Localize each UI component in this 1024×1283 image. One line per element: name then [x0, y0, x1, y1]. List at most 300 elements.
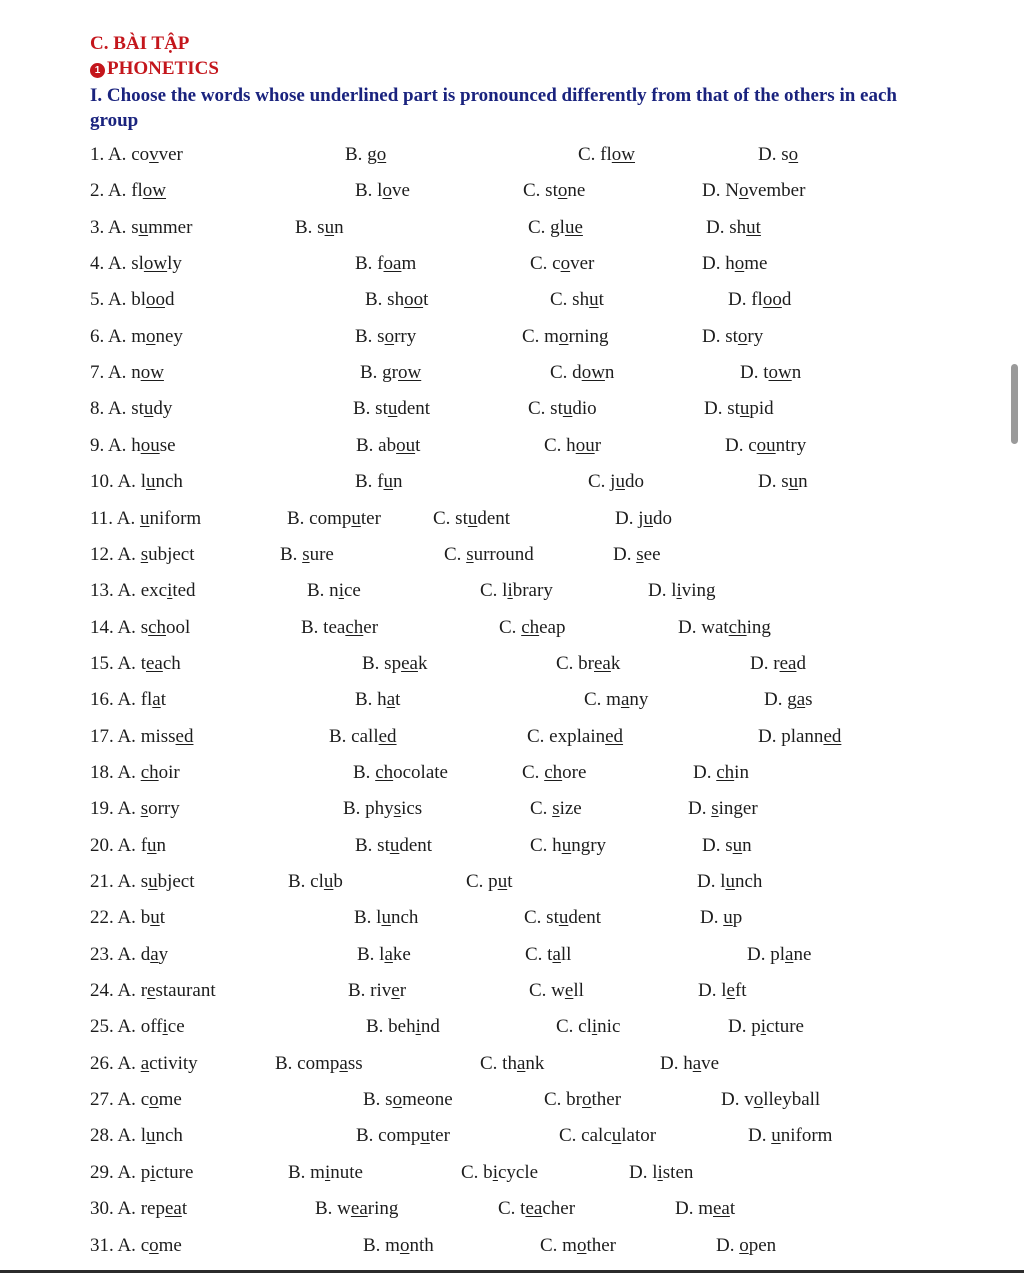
option-text: ny [629, 689, 649, 711]
option-text: t [159, 907, 165, 929]
underlined-sound: i [167, 580, 173, 602]
underlined-sound: oa [383, 253, 402, 275]
option-text: D. m [675, 1198, 713, 1220]
option-text: y [158, 943, 169, 965]
underlined-sound: u [723, 907, 733, 929]
option-b [329, 724, 397, 750]
option-text: B. beh [366, 1016, 416, 1038]
option-b [348, 978, 406, 1004]
underlined-sound: oo [762, 289, 782, 311]
underlined-sound: a [150, 943, 159, 965]
underlined-sound: ed [605, 725, 624, 747]
question-number: 19. A. [90, 798, 136, 820]
underlined-sound: o [738, 180, 749, 202]
option-text: ve [391, 180, 410, 202]
option-a [90, 905, 165, 931]
underlined-sound: i [162, 1016, 168, 1038]
option-d [698, 978, 747, 1004]
underlined-sound: u [138, 216, 149, 238]
option-text: D. wat [678, 616, 729, 638]
underlined-sound: i [415, 1016, 421, 1038]
option-a [90, 433, 176, 459]
underlined-sound: u [389, 834, 400, 856]
option-text: dio [572, 398, 597, 420]
underlined-sound: a [620, 689, 630, 711]
option-d [697, 869, 762, 895]
underlined-sound: s [393, 798, 402, 820]
underlined-sound: s [302, 543, 310, 565]
option-text: ter [429, 1125, 450, 1147]
question-row [0, 1087, 1024, 1117]
option-text: fl [140, 689, 153, 711]
question-number: 17. A. [90, 725, 136, 747]
option-c [530, 833, 606, 859]
option-text: ly [167, 253, 182, 275]
option-text: D. r [750, 652, 780, 674]
option-text: D. st [704, 398, 740, 420]
option-text: m [401, 253, 417, 275]
option-d [764, 687, 813, 713]
option-text: B. call [329, 725, 379, 747]
underlined-sound: u [467, 507, 478, 529]
underlined-sound: s [140, 543, 149, 565]
option-text: ry [747, 325, 764, 347]
option-text: s [131, 216, 139, 238]
underlined-sound: i [507, 580, 513, 602]
option-text: fl [131, 180, 143, 202]
option-text: D. sh [706, 216, 747, 238]
numbered-bullet-icon: 1 [90, 63, 105, 78]
question-number: 16. A. [90, 689, 136, 711]
option-c [550, 287, 604, 313]
option-c [444, 542, 534, 568]
option-text: B. tea [301, 616, 346, 638]
option-text: l [140, 471, 146, 493]
option-text: do [653, 507, 672, 529]
underlined-sound: a [384, 943, 393, 965]
underlined-sound: e [726, 980, 735, 1002]
underlined-sound: o [582, 1089, 592, 1111]
question-row [0, 287, 1024, 317]
option-text: mmer [148, 216, 193, 238]
underlined-sound: ou [756, 434, 776, 456]
option-b [356, 433, 420, 459]
question-row [0, 360, 1024, 390]
underlined-sound: o [788, 144, 799, 165]
option-text: C. w [529, 980, 565, 1002]
option-text: p [732, 907, 743, 929]
option-text: do [624, 471, 644, 493]
option-a [90, 251, 182, 277]
option-text: c [140, 1089, 150, 1111]
question-number: 18. A. [90, 761, 136, 783]
option-b [354, 905, 418, 931]
underlined-sound: ch [345, 616, 364, 638]
option-text: ther [586, 1234, 616, 1256]
underlined-sound: i [492, 1161, 498, 1183]
option-c [498, 1196, 575, 1222]
option-c [588, 469, 644, 495]
option-text: B. s [355, 325, 385, 347]
underlined-sound: ea [525, 1198, 543, 1220]
underlined-sound: u [324, 216, 335, 238]
underlined-sound: i [150, 1161, 156, 1183]
underlined-sound: oo [145, 289, 165, 311]
underlined-sound: e [564, 980, 574, 1002]
option-text: B. cl [288, 871, 324, 892]
option-text: staurant [155, 980, 216, 1002]
underlined-sound: o [576, 1234, 587, 1256]
option-text: D. l [698, 980, 727, 1002]
underlined-sound: e [147, 980, 156, 1002]
option-a [90, 724, 193, 750]
option-text: C. l [480, 580, 508, 602]
option-a [90, 142, 183, 168]
question-row [0, 396, 1024, 426]
question-row [0, 542, 1024, 572]
question-number: 28. A. [90, 1125, 136, 1147]
option-text: B. m [363, 1234, 400, 1256]
option-text: B. m [288, 1161, 325, 1183]
option-text: B. riv [348, 980, 392, 1002]
underlined-sound: o [149, 1234, 159, 1256]
question-number: 5. A. [90, 289, 127, 311]
option-text: rning [568, 325, 609, 347]
option-text: nic [597, 1016, 621, 1038]
option-a [90, 396, 172, 422]
option-b [280, 542, 334, 568]
option-text: C. st [528, 398, 563, 420]
underlined-sound: o [753, 1089, 764, 1111]
option-text: niform [149, 507, 202, 529]
option-text: B. st [353, 398, 388, 420]
option-text: t [395, 689, 401, 711]
option-text: ool [166, 616, 191, 638]
option-text: D. l [629, 1161, 658, 1183]
underlined-sound: a [516, 1052, 526, 1074]
option-c [529, 978, 584, 1004]
option-c [524, 905, 601, 931]
option-text: B. ab [356, 434, 397, 456]
option-text: me [744, 253, 768, 275]
option-a [90, 833, 166, 859]
option-text: exc [140, 580, 168, 602]
option-a [90, 324, 183, 350]
underlined-sound: ou [140, 434, 160, 456]
question-row [0, 506, 1024, 536]
option-text: ore [562, 761, 587, 783]
option-text: C. gl [528, 216, 565, 238]
option-text: t [160, 689, 167, 711]
option-text: d [781, 289, 792, 311]
option-text: ney [155, 325, 183, 347]
option-d [660, 1051, 719, 1077]
option-d [750, 651, 806, 677]
underlined-sound: a [140, 1052, 150, 1074]
option-b [353, 760, 448, 786]
option-text: k [610, 652, 621, 674]
option-text: D. st [702, 325, 738, 347]
option-text: oir [158, 761, 180, 783]
option-c [522, 760, 586, 786]
underlined-sound: ch [716, 761, 735, 783]
option-b [355, 324, 416, 350]
option-text: nch [390, 907, 419, 929]
scrollbar-thumb[interactable] [1011, 364, 1018, 444]
option-text: ther [591, 1089, 622, 1111]
option-text: f [140, 834, 148, 856]
section-title: C. BÀI TẬP [90, 33, 190, 54]
option-a [90, 1014, 185, 1040]
question-row [0, 1196, 1024, 1226]
option-text: B. w [315, 1198, 351, 1220]
option-text: C. [522, 761, 545, 783]
option-text: B. s [295, 216, 325, 238]
underlined-sound: ch [728, 616, 747, 638]
underlined-sound: a [692, 1052, 702, 1074]
underlined-sound: oo [404, 289, 424, 311]
option-d [702, 324, 763, 350]
question-row [0, 1233, 1024, 1263]
option-text: C. m [540, 1234, 577, 1256]
question-number: 10. A. [90, 471, 136, 493]
option-text: D. N [702, 180, 739, 202]
option-text: ocolate [393, 761, 448, 783]
option-text: r [594, 434, 602, 456]
question-number: 23. A. [90, 943, 136, 965]
option-a [90, 506, 201, 532]
option-text: ver [570, 253, 595, 275]
option-d [716, 1233, 776, 1259]
underlined-sound: u [145, 1125, 156, 1147]
option-b [363, 1087, 453, 1113]
option-text: s [140, 871, 149, 892]
phonetics-label: PHONETICS [107, 58, 219, 79]
underlined-sound: go [367, 144, 387, 165]
option-text: bl [131, 289, 146, 311]
underlined-sound: a [386, 689, 396, 711]
option-text: D. [688, 798, 712, 820]
option-text: C. [530, 798, 553, 820]
option-text: C. p [466, 871, 498, 892]
underlined-sound: s [636, 543, 644, 565]
question-row [0, 142, 1024, 172]
option-text: brary [512, 580, 553, 602]
underlined-sound: u [145, 471, 156, 493]
question-row [0, 760, 1024, 790]
option-c [530, 796, 582, 822]
underlined-sound: u [150, 907, 160, 929]
option-d [758, 142, 798, 168]
option-text: r [399, 980, 407, 1002]
option-text: bject [157, 871, 195, 892]
option-text: sl [131, 253, 144, 275]
option-b [355, 687, 400, 713]
question-row [0, 1051, 1024, 1081]
option-text: in [734, 761, 749, 783]
option-text: s [805, 689, 813, 711]
underlined-sound: u [589, 289, 599, 311]
option-text: t [415, 434, 421, 456]
underlined-sound: ea [164, 1198, 182, 1220]
option-a [90, 1196, 187, 1222]
underlined-sound: ea [713, 1198, 730, 1220]
underlined-sound: ow [611, 144, 636, 165]
option-c [530, 251, 594, 277]
option-text: B. phy [343, 798, 394, 820]
option-d [758, 469, 808, 495]
option-d [758, 724, 841, 750]
option-c [556, 1014, 620, 1040]
option-b [345, 142, 386, 168]
option-text: b [333, 871, 343, 892]
question-row [0, 433, 1024, 463]
option-text: D. fl [728, 289, 763, 311]
option-text: D. plann [758, 725, 824, 747]
option-text: r [140, 980, 148, 1002]
option-text: C. st [523, 180, 558, 202]
question-number: 1. A. [90, 144, 127, 165]
option-c [466, 869, 512, 895]
option-b [315, 1196, 398, 1222]
option-text: t [507, 871, 513, 892]
question-number: 11. A. [90, 507, 136, 529]
page-bottom-edge [0, 1270, 1024, 1283]
underlined-sound: ea [594, 652, 611, 674]
option-b [295, 215, 344, 241]
underlined-sound: i [676, 580, 682, 602]
option-d [704, 396, 774, 422]
option-b [356, 1123, 450, 1149]
option-text: t [181, 1198, 188, 1220]
option-text: C. fl [578, 144, 612, 165]
option-text: B. st [355, 834, 390, 856]
option-text: b [140, 907, 151, 929]
option-text: c [140, 1234, 150, 1256]
question-row [0, 578, 1024, 608]
option-b [353, 396, 430, 422]
underlined-sound: s [552, 798, 560, 820]
option-text: C. h [544, 434, 576, 456]
underlined-sound: e [391, 980, 400, 1002]
option-text: C. j [588, 471, 616, 493]
option-text: ver [158, 144, 183, 165]
option-text: B. n [307, 580, 339, 602]
option-a [90, 1087, 182, 1113]
option-d [702, 178, 805, 204]
question-number: 30. A. [90, 1198, 136, 1220]
option-text: C. br [556, 652, 594, 674]
option-c [559, 1123, 656, 1149]
option-text: C. m [584, 689, 621, 711]
option-text: C. c [530, 253, 561, 275]
option-c [544, 1087, 621, 1113]
option-text: C. d [550, 362, 582, 384]
underlined-sound: o [399, 1234, 410, 1256]
underlined-sound: ch [544, 761, 563, 783]
option-text: nute [330, 1161, 363, 1183]
option-text: rep [140, 1198, 165, 1220]
question-row [0, 724, 1024, 754]
option-c [550, 360, 614, 386]
option-text: ll [573, 980, 584, 1002]
underlined-sound: o [392, 1089, 403, 1111]
question-number: 27. A. [90, 1089, 136, 1111]
underlined-sound: ed [378, 725, 397, 747]
underlined-sound: ut [746, 216, 761, 238]
option-text: ring [367, 1198, 399, 1220]
option-text: C. calc [559, 1125, 612, 1147]
underlined-sound: u [147, 834, 157, 856]
option-text: nd [420, 1016, 440, 1038]
underlined-sound: u [732, 834, 743, 856]
option-text: ne [567, 180, 586, 202]
option-text: ntry [775, 434, 807, 456]
underlined-sound: ch [140, 761, 159, 783]
option-b [357, 942, 411, 968]
option-a [90, 796, 180, 822]
underlined-sound: u [323, 871, 334, 892]
option-text: D. s [758, 471, 789, 493]
question-number: 22. A. [90, 907, 136, 929]
option-d [740, 360, 801, 386]
underlined-sound: u [562, 398, 573, 420]
option-a [90, 215, 192, 241]
option-d [613, 542, 661, 568]
question-number: 12. A. [90, 543, 136, 565]
option-text: D. l [648, 580, 677, 602]
option-text: C. m [522, 325, 559, 347]
question-number: 2. A. [90, 180, 127, 202]
question-number: 9. A. [90, 434, 127, 456]
underlined-sound: o [734, 253, 745, 275]
option-text: D. t [740, 362, 769, 384]
option-text: B. l [357, 943, 385, 965]
option-a [90, 760, 180, 786]
option-a [90, 615, 190, 641]
underlined-sound: a [339, 1052, 348, 1074]
underlined-sound: ch [521, 616, 540, 638]
option-d [748, 1123, 832, 1149]
option-text: ubject [148, 543, 195, 565]
option-text: B. comp [356, 1125, 421, 1147]
option-text: D. [700, 907, 724, 929]
option-text: nch [155, 1125, 183, 1147]
option-text: urround [473, 543, 534, 565]
option-text: nk [525, 1052, 545, 1074]
option-text: C. [444, 543, 467, 565]
question-row [0, 1160, 1024, 1190]
option-a [90, 978, 216, 1004]
option-d [693, 760, 749, 786]
question-row [0, 615, 1024, 645]
option-text: se [159, 434, 176, 456]
option-b [362, 651, 427, 677]
option-b [307, 578, 361, 604]
underlined-sound: ue [564, 216, 583, 238]
underlined-sound: ed [175, 725, 194, 747]
underlined-sound: ea [401, 652, 418, 674]
option-a [90, 1123, 183, 1149]
option-text: nch [155, 471, 183, 493]
option-a [90, 1051, 198, 1077]
underlined-sound: a [796, 689, 806, 711]
option-text: C. t [498, 1198, 526, 1220]
question-row [0, 215, 1024, 245]
option-text: pen [748, 1234, 777, 1256]
underlined-sound: ow [140, 362, 164, 384]
underlined-sound: u [381, 907, 391, 929]
